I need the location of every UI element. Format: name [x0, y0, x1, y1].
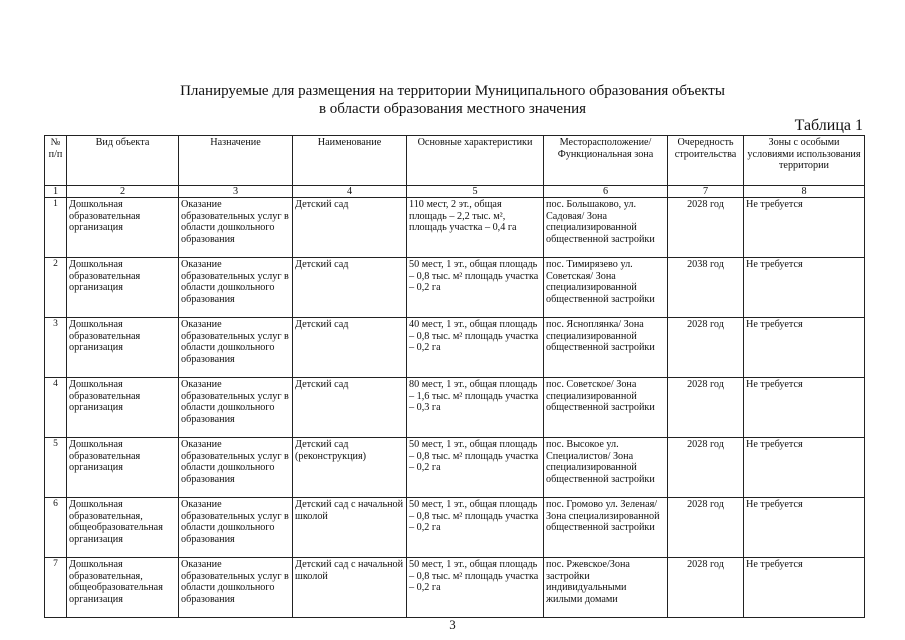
object-characteristics: 50 мест, 1 эт., общая площадь – 0,8 тыс. м² площадь участка – 0,2 га	[407, 438, 544, 498]
object-type: Дошкольная образовательная организация	[67, 198, 179, 258]
header-cell: Очередность строительства	[668, 136, 744, 186]
header-cell: Вид объекта	[67, 136, 179, 186]
header-cell: Наименование	[293, 136, 407, 186]
title-line-1: Планируемые для размещения на территории Муниципального образования объекты	[180, 83, 725, 99]
construction-year: 2038 год	[668, 258, 744, 318]
table-row	[45, 558, 865, 618]
object-name: Детский сад с начальной школой	[293, 498, 407, 558]
column-number: 3	[179, 186, 293, 198]
column-number-row	[45, 186, 865, 198]
column-number: 6	[544, 186, 668, 198]
table-row	[45, 318, 865, 378]
special-zones: Не требуется	[744, 258, 865, 318]
document-title	[0, 82, 905, 118]
header-cell: Зоны с особыми условиями использования территории	[744, 136, 865, 186]
row-number: 5	[45, 438, 67, 498]
row-number: 6	[45, 498, 67, 558]
object-name: Детский сад	[293, 198, 407, 258]
row-number: 4	[45, 378, 67, 438]
table-row	[45, 438, 865, 498]
construction-year: 2028 год	[668, 198, 744, 258]
object-type: Дошкольная образовательная организация	[67, 258, 179, 318]
object-name: Детский сад (реконструкция)	[293, 438, 407, 498]
construction-year: 2028 год	[668, 498, 744, 558]
object-characteristics: 50 мест, 1 эт., общая площадь – 0,8 тыс. м² площадь участка – 0,2 га	[407, 498, 544, 558]
header-cell: № п/п	[45, 136, 67, 186]
header-row	[45, 136, 865, 186]
object-name: Детский сад	[293, 378, 407, 438]
objects-table	[44, 135, 865, 618]
row-number: 3	[45, 318, 67, 378]
table-row	[45, 498, 865, 558]
row-number: 2	[45, 258, 67, 318]
object-purpose: Оказание образовательных услуг в области дошкольного образования	[179, 438, 293, 498]
object-characteristics: 80 мест, 1 эт., общая площадь – 1,6 тыс. м² площадь участка – 0,3 га	[407, 378, 544, 438]
object-location: пос. Тимирязево ул. Советская/ Зона специализированной общественной застройки	[544, 258, 668, 318]
object-type: Дошкольная образовательная организация	[67, 438, 179, 498]
table-row	[45, 378, 865, 438]
object-name: Детский сад	[293, 318, 407, 378]
object-purpose: Оказание образовательных услуг в области дошкольного образования	[179, 498, 293, 558]
header-cell: Месторасположение/ Функциональная зона	[544, 136, 668, 186]
object-purpose: Оказание образовательных услуг в области дошкольного образования	[179, 258, 293, 318]
object-name: Детский сад	[293, 258, 407, 318]
special-zones: Не требуется	[744, 558, 865, 618]
object-purpose: Оказание образовательных услуг в области дошкольного образования	[179, 378, 293, 438]
column-number: 7	[668, 186, 744, 198]
page-number: 3	[449, 617, 456, 632]
table-row	[45, 198, 865, 258]
column-number: 2	[67, 186, 179, 198]
object-location: пос. Ржевское/Зона застройки индивидуальными жилыми домами	[544, 558, 668, 618]
special-zones: Не требуется	[744, 198, 865, 258]
object-location: пос. Советское/ Зона специализированной общественной застройки	[544, 378, 668, 438]
row-number: 7	[45, 558, 67, 618]
object-location: пос. Громово ул. Зеленая/ Зона специализированной общественной застройки	[544, 498, 668, 558]
special-zones: Не требуется	[744, 318, 865, 378]
object-type: Дошкольная образовательная, общеобразовательная организация	[67, 498, 179, 558]
object-location: пос. Большаково, ул. Садовая/ Зона специализированной общественной застройки	[544, 198, 668, 258]
construction-year: 2028 год	[668, 438, 744, 498]
construction-year: 2028 год	[668, 318, 744, 378]
special-zones: Не требуется	[744, 378, 865, 438]
object-type: Дошкольная образовательная, общеобразовательная организация	[67, 558, 179, 618]
object-type: Дошкольная образовательная организация	[67, 318, 179, 378]
special-zones: Не требуется	[744, 498, 865, 558]
title-line-2: в области образования местного значения	[318, 101, 587, 117]
column-number: 8	[744, 186, 865, 198]
object-characteristics: 50 мест, 1 эт., общая площадь – 0,8 тыс. м² площадь участка – 0,2 га	[407, 258, 544, 318]
header-cell: Назначение	[179, 136, 293, 186]
object-characteristics: 40 мест, 1 эт., общая площадь – 0,8 тыс. м² площадь участка – 0,2 га	[407, 318, 544, 378]
table-row	[45, 258, 865, 318]
column-number: 1	[45, 186, 67, 198]
column-number: 5	[407, 186, 544, 198]
object-characteristics: 50 мест, 1 эт., общая площадь – 0,8 тыс. м² площадь участка – 0,2 га	[407, 558, 544, 618]
object-characteristics: 110 мест, 2 эт., общая площадь – 2,2 тыс. м², площадь участка – 0,4 га	[407, 198, 544, 258]
construction-year: 2028 год	[668, 378, 744, 438]
header-cell: Основные характеристики	[407, 136, 544, 186]
special-zones: Не требуется	[744, 438, 865, 498]
object-type: Дошкольная образовательная организация	[67, 378, 179, 438]
table-label: Таблица 1	[794, 117, 863, 134]
column-number: 4	[293, 186, 407, 198]
object-name: Детский сад с начальной школой	[293, 558, 407, 618]
object-location: пос. Ясноплянка/ Зона специализированной общественной застройки	[544, 318, 668, 378]
construction-year: 2028 год	[668, 558, 744, 618]
object-purpose: Оказание образовательных услуг в области дошкольного образования	[179, 198, 293, 258]
object-location: пос. Высокое ул. Специалистов/ Зона специализированной общественной застройки	[544, 438, 668, 498]
row-number: 1	[45, 198, 67, 258]
object-purpose: Оказание образовательных услуг в области дошкольного образования	[179, 558, 293, 618]
object-purpose: Оказание образовательных услуг в области дошкольного образования	[179, 318, 293, 378]
